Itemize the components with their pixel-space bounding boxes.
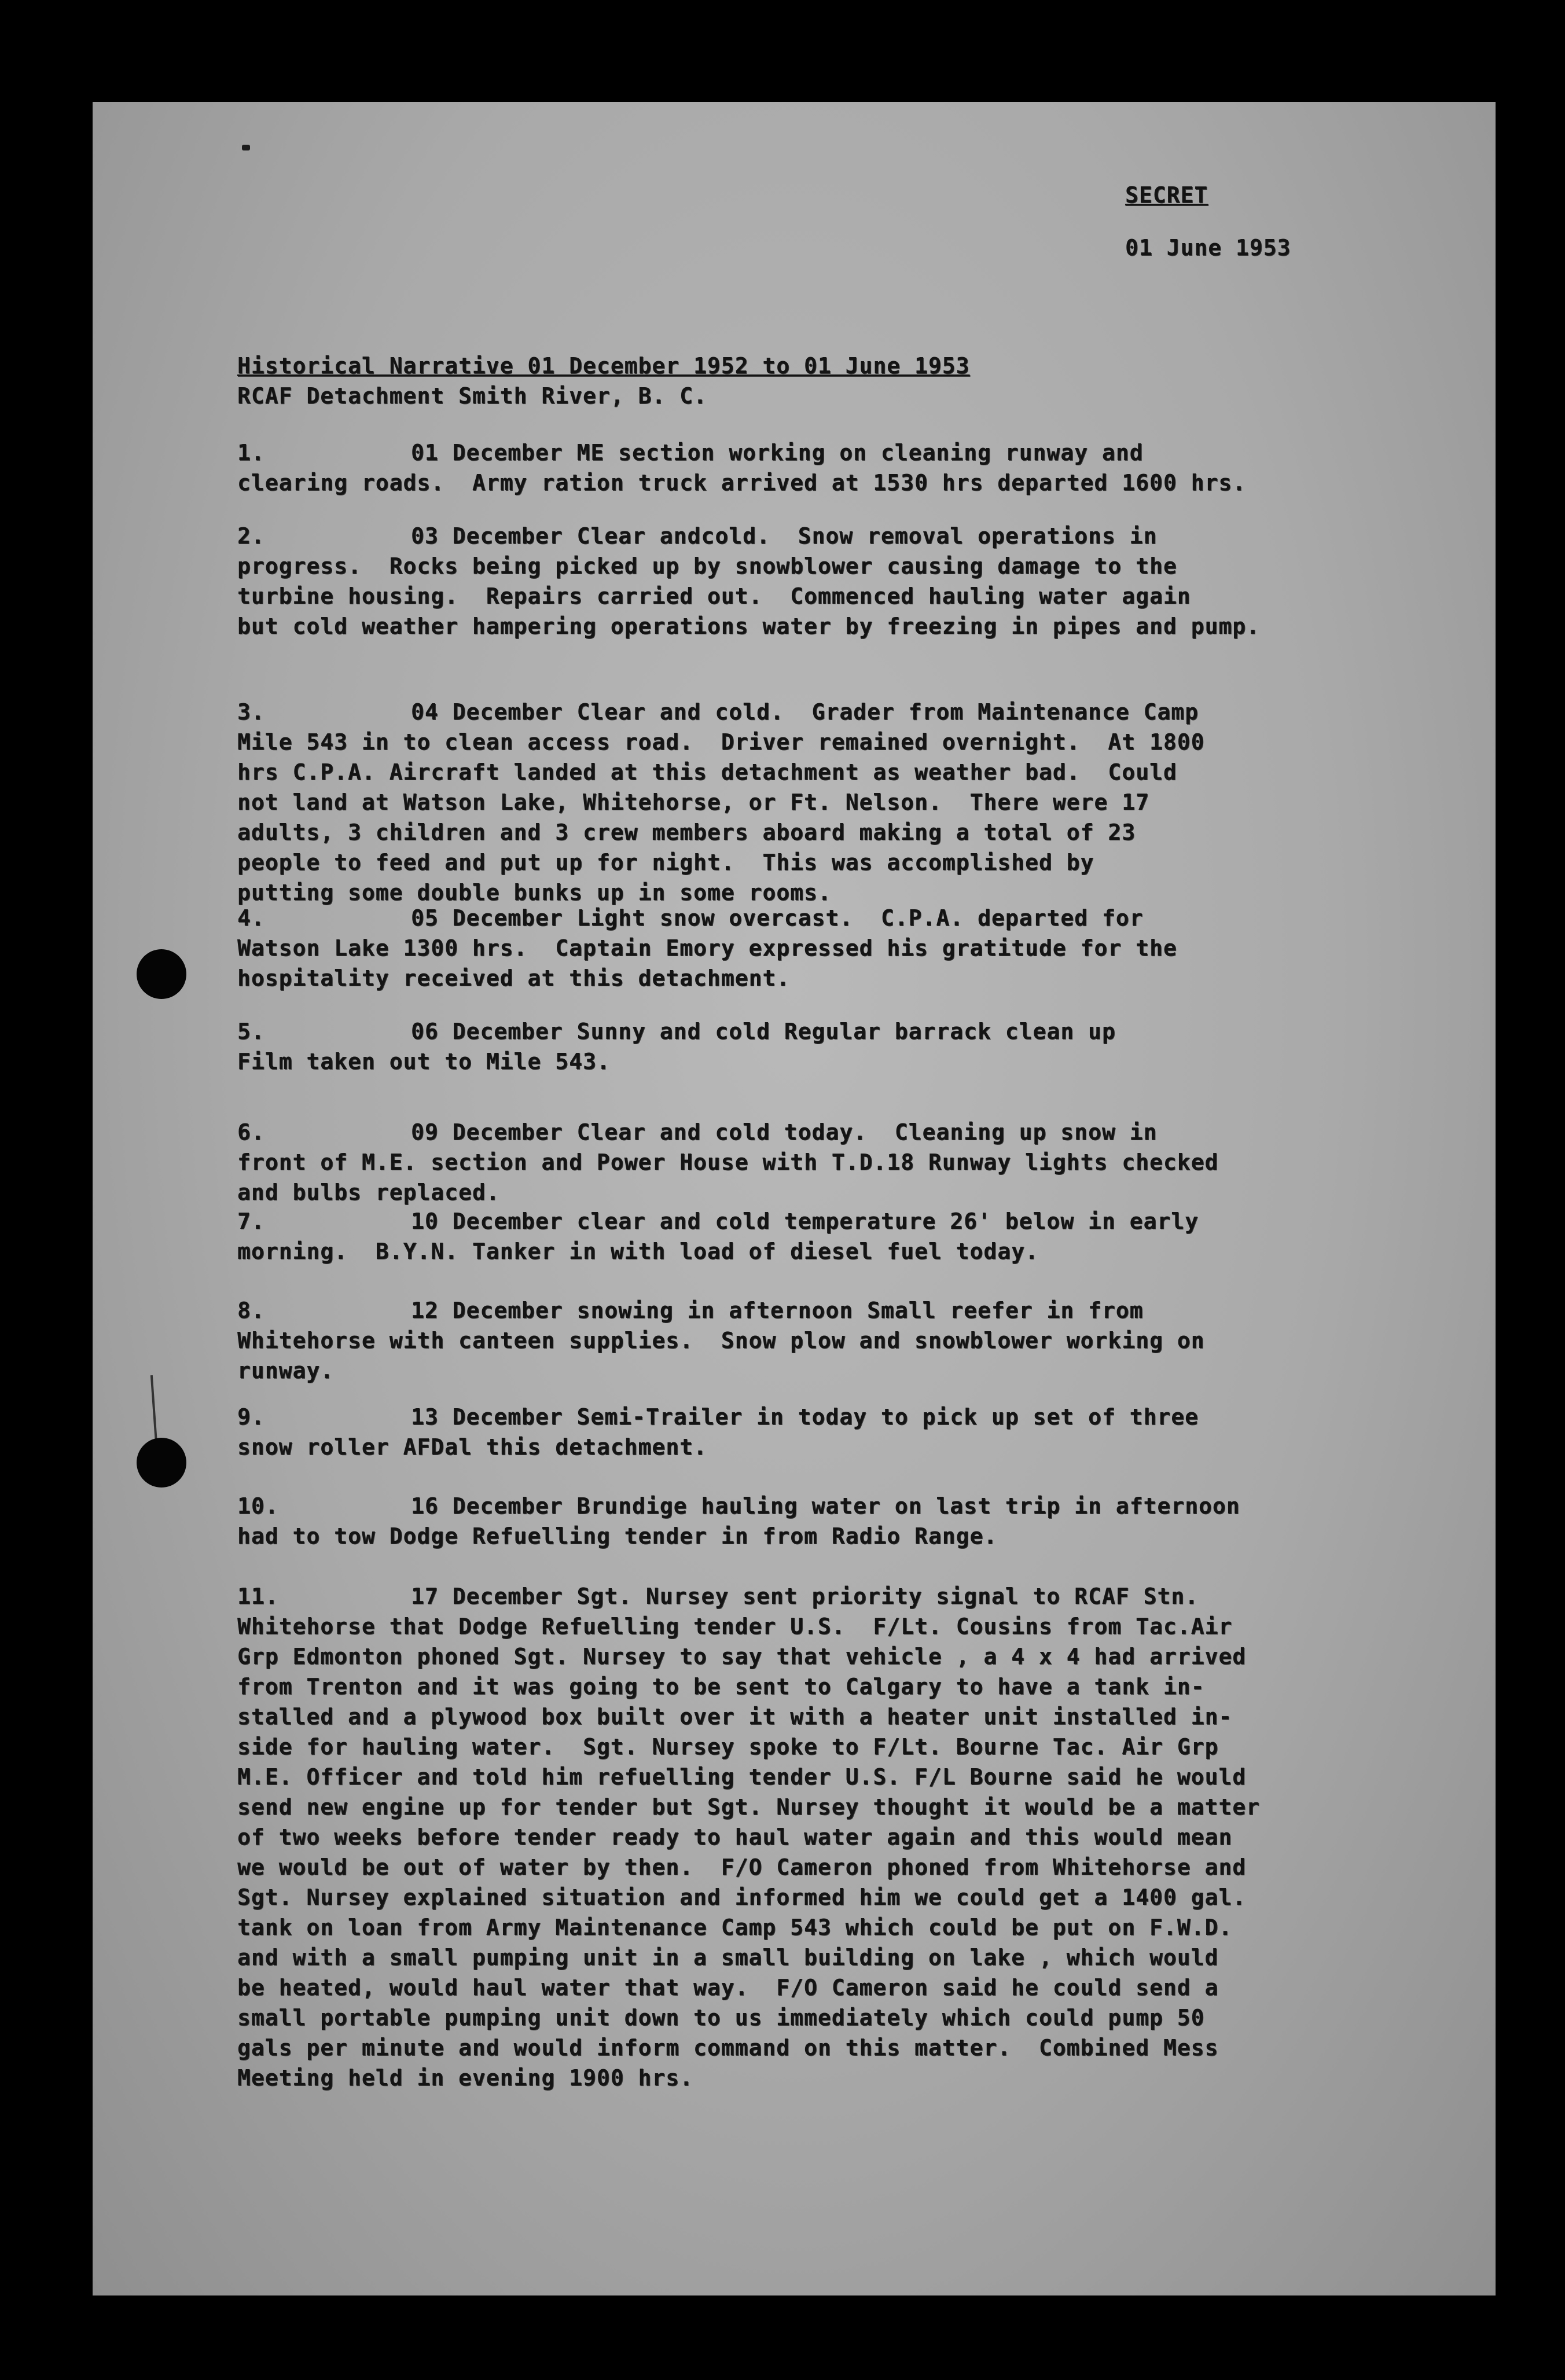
entry-line: Film taken out to Mile 543. xyxy=(237,1049,611,1074)
entry-line: we would be out of water by then. F/O Cameron phoned from Whitehorse and xyxy=(237,1854,1247,1880)
entry-line: Whitehorse with canteen supplies. Snow plow and snowblower working on xyxy=(237,1328,1205,1353)
entry-line: 04 December Clear and cold. Grader from Maintenance Camp xyxy=(411,699,1199,725)
ink-mark xyxy=(242,145,250,150)
entry-number: 11. xyxy=(237,1584,279,1609)
entry-line: stalled and a plywood box built over it with a heater unit installed in- xyxy=(237,1704,1233,1729)
entry-line: send new engine up for tender but Sgt. Nursey thought it would be a matter xyxy=(237,1794,1260,1820)
entry-line: but cold weather hampering operations water by freezing in pipes and pump. xyxy=(237,614,1260,639)
entry-line: 10 December clear and cold temperature 26' below in early xyxy=(411,1209,1199,1234)
entry-line: turbine housing. Repairs carried out. Commenced hauling water again xyxy=(237,583,1191,609)
entry-number: 7. xyxy=(237,1209,265,1234)
narrative-entry xyxy=(237,521,1389,641)
classification-label: SECRET xyxy=(1125,182,1208,208)
entry-line: people to feed and put up for night. This was accomplished by xyxy=(237,850,1094,875)
narrative-entry xyxy=(237,1206,1389,1266)
document-date: 01 June 1953 xyxy=(1125,235,1291,260)
entry-line: had to tow Dodge Refuelling tender in from Radio Range. xyxy=(237,1523,998,1549)
entry-line: from Trenton and it was going to be sent to Calgary to have a tank in- xyxy=(237,1674,1205,1699)
entry-line: tank on loan from Army Maintenance Camp 543 which could be put on F.W.D. xyxy=(237,1915,1233,1940)
narrative-entry xyxy=(237,1016,1389,1077)
entry-line: small portable pumping unit down to us immediately which could pump 50 xyxy=(237,2005,1205,2030)
entry-number: 9. xyxy=(237,1404,265,1430)
entry-line: M.E. Officer and told him refuelling tender U.S. F/L Bourne said he would xyxy=(237,1764,1247,1790)
entry-line: 16 December Brundige hauling water on last trip in afternoon xyxy=(411,1493,1240,1519)
entry-number: 8. xyxy=(237,1298,265,1323)
entry-line: of two weeks before tender ready to haul water again and this would mean xyxy=(237,1824,1233,1850)
document-page xyxy=(93,102,1496,2295)
narrative-entry xyxy=(237,1402,1389,1462)
entry-line: be heated, would haul water that way. F/O Cameron said he could send a xyxy=(237,1975,1219,2000)
entry-line: 06 December Sunny and cold Regular barrack clean up xyxy=(411,1019,1116,1044)
entry-line: snow roller AFDal this detachment. xyxy=(237,1434,707,1460)
entry-line: 12 December snowing in afternoon Small reefer in from xyxy=(411,1298,1144,1323)
entry-line: Whitehorse that Dodge Refuelling tender U.S. F/Lt. Cousins from Tac.Air xyxy=(237,1614,1233,1639)
entry-number: 1. xyxy=(237,440,265,465)
entry-line: not land at Watson Lake, Whitehorse, or Ft. Nelson. There were 17 xyxy=(237,789,1149,815)
narrative-entry xyxy=(237,438,1389,498)
entry-line: side for hauling water. Sgt. Nursey spoke to F/Lt. Bourne Tac. Air Grp xyxy=(237,1734,1219,1760)
entry-line: Mile 543 in to clean access road. Driver remained overnight. At 1800 xyxy=(237,729,1205,755)
entry-line: morning. B.Y.N. Tanker in with load of diesel fuel today. xyxy=(237,1239,1039,1264)
entry-line: 03 December Clear andcold. Snow removal operations in xyxy=(411,523,1158,549)
entry-line: putting some double bunks up in some rooms. xyxy=(237,880,832,905)
punch-hole xyxy=(137,1438,186,1488)
narrative-entry xyxy=(237,1117,1389,1207)
entry-line: hrs C.P.A. Aircraft landed at this detachment as weather bad. Could xyxy=(237,759,1177,785)
entry-line: hospitality received at this detachment. xyxy=(237,965,791,991)
entry-line: Meeting held in evening 1900 hrs. xyxy=(237,2065,693,2091)
entry-line: gals per minute and would inform command on this matter. Combined Mess xyxy=(237,2035,1219,2061)
scratch-mark xyxy=(150,1375,157,1445)
narrative-entry xyxy=(237,1295,1389,1386)
entry-line: Grp Edmonton phoned Sgt. Nursey to say that vehicle , a 4 x 4 had arrived xyxy=(237,1644,1247,1669)
narrative-entry xyxy=(237,903,1389,993)
punch-hole xyxy=(137,949,186,999)
entry-number: 5. xyxy=(237,1019,265,1044)
document-heading xyxy=(237,351,1424,411)
entry-line: 13 December Semi-Trailer in today to pick up set of three xyxy=(411,1404,1199,1430)
entry-number: 2. xyxy=(237,523,265,549)
entry-number: 10. xyxy=(237,1493,279,1519)
entry-line: 09 December Clear and cold today. Cleaning up snow in xyxy=(411,1119,1158,1145)
document-subtitle: RCAF Detachment Smith River, B. C. xyxy=(237,383,707,409)
entry-number: 4. xyxy=(237,905,265,931)
entry-line: front of M.E. section and Power House with T.D.18 Runway lights checked xyxy=(237,1149,1219,1175)
narrative-entry xyxy=(237,1491,1389,1551)
entry-line: and with a small pumping unit in a small building on lake , which would xyxy=(237,1945,1219,1970)
entry-line: runway. xyxy=(237,1358,335,1383)
entry-line: Watson Lake 1300 hrs. Captain Emory expressed his gratitude for the xyxy=(237,935,1177,961)
entry-number: 6. xyxy=(237,1119,265,1145)
document-title: Historical Narrative 01 December 1952 to 01 June 1953 xyxy=(237,353,970,379)
entry-line: adults, 3 children and 3 crew members aboard making a total of 23 xyxy=(237,820,1136,845)
entry-line: and bulbs replaced. xyxy=(237,1180,500,1205)
entry-line: Sgt. Nursey explained situation and informed him we could get a 1400 gal. xyxy=(237,1885,1247,1910)
entry-line: 01 December ME section working on cleaning runway and xyxy=(411,440,1144,465)
entry-line: 17 December Sgt. Nursey sent priority signal to RCAF Stn. xyxy=(411,1584,1199,1609)
narrative-entry xyxy=(237,1581,1389,2093)
entry-line: clearing roads. Army ration truck arrived at 1530 hrs departed 1600 hrs. xyxy=(237,470,1247,495)
entry-line: 05 December Light snow overcast. C.P.A. departed for xyxy=(411,905,1144,931)
entry-line: progress. Rocks being picked up by snowblower causing damage to the xyxy=(237,553,1177,579)
entry-number: 3. xyxy=(237,699,265,725)
narrative-entry xyxy=(237,697,1389,908)
